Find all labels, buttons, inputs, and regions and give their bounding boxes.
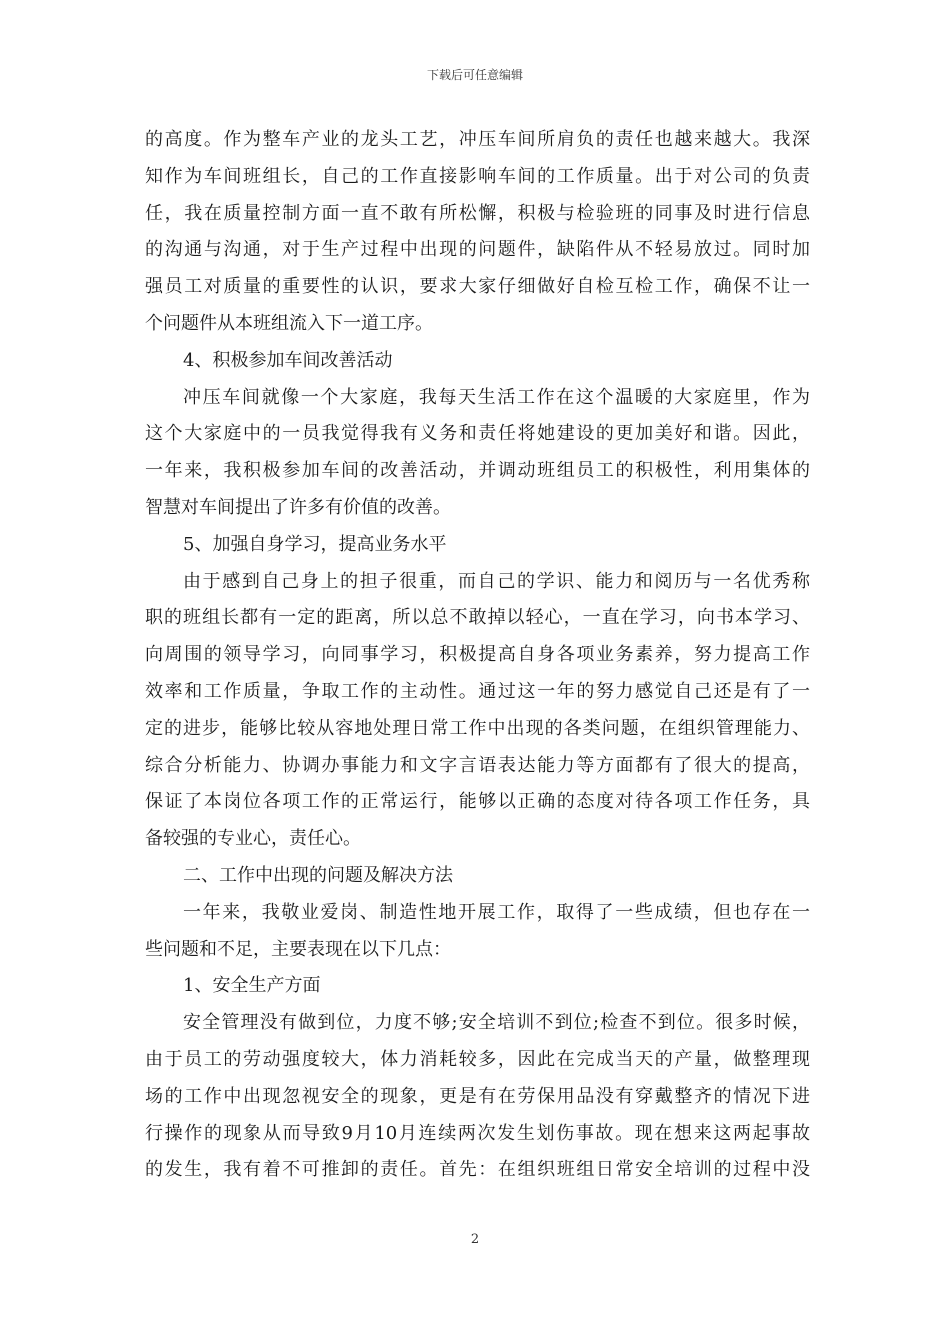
page-header: 下载后可任意编辑 xyxy=(426,68,523,82)
text-line: 一年来，我积极参加车间的改善活动，并调动班组员工的积极性，利用集体的 xyxy=(145,460,810,482)
text-line: 的高度。作为整车产业的龙头工艺，冲压车间所肩负的责任也越来越大。我深 xyxy=(145,129,810,150)
text-line: 智慧对车间提出了许多有价值的改善。 xyxy=(145,496,451,518)
text-line: 强员工对质量的重要性的认识，要求大家仔细做好自检互检工作，确保不让一 xyxy=(145,276,810,298)
text-line: 场的工作中出现忽视安全的现象，更是有在劳保用品没有穿戴整齐的情况下进 xyxy=(145,1085,810,1107)
page-number: 2 xyxy=(470,1232,480,1247)
text-line: 5、加强自身学习，提高业务水平 xyxy=(183,533,447,555)
text-line: 二、工作中出现的问题及解决方法 xyxy=(183,864,453,886)
text-line: 保证了本岗位各项工作的正常运行，能够以正确的态度对待各项工作任务，具 xyxy=(145,791,810,813)
text-line: 知作为车间班组长，自己的工作直接影响车间的工作质量。出于对公司的负责 xyxy=(145,165,810,187)
text-line: 的沟通与沟通，对于生产过程中出现的问题件，缺陷件从不轻易放过。同时加 xyxy=(145,239,810,261)
text-line: 由于员工的劳动强度较大，体力消耗较多，因此在完成当天的产量，做整理现 xyxy=(145,1048,810,1070)
text-line: 一年来，我敬业爱岗、制造性地开展工作，取得了一些成绩，但也存在一 xyxy=(183,901,810,923)
text-line: 综合分析能力、协调办事能力和文字言语表达能力等方面都有了很大的提高， xyxy=(145,754,810,776)
text-line: 些问题和不足，主要表现在以下几点： xyxy=(145,938,451,960)
document-body xyxy=(145,122,810,1189)
text-line: 定的进步，能够比较从容地处理日常工作中出现的各类问题，在组织管理能力、 xyxy=(145,717,810,739)
text-line: 向周围的领导学习，向同事学习，积极提高自身各项业务素养，努力提高工作 xyxy=(145,644,810,666)
text-line: 个问题件从本班组流入下一道工序。 xyxy=(145,312,433,334)
text-line: 备较强的专业心，责任心。 xyxy=(145,828,361,850)
text-line: 4、积极参加车间改善活动 xyxy=(183,349,393,371)
text-line: 1、安全生产方面 xyxy=(183,975,321,997)
text-line: 任，我在质量控制方面一直不敢有所松懈，积极与检验班的同事及时进行信息 xyxy=(145,202,810,224)
text-line: 冲压车间就像一个大家庭，我每天生活工作在这个温暖的大家庭里，作为 xyxy=(183,386,810,408)
text-line: 的发生，我有着不可推卸的责任。首先：在组织班组日常安全培训的过程中没 xyxy=(145,1159,810,1181)
text-line: 安全管理没有做到位，力度不够;安全培训不到位;检查不到位。很多时候， xyxy=(183,1012,810,1034)
text-line: 职的班组长都有一定的距离，所以总不敢掉以轻心，一直在学习，向书本学习、 xyxy=(145,607,810,629)
text-line: 效率和工作质量，争取工作的主动性。通过这一年的努力感觉自己还是有了一 xyxy=(145,680,810,702)
text-lines xyxy=(145,122,810,1189)
text-line: 这个大家庭中的一员我觉得我有义务和责任将她建设的更加美好和谐。因此， xyxy=(145,423,810,445)
text-line: 行操作的现象从而导致9月10月连续两次发生划伤事故。现在想来这两起事故 xyxy=(145,1122,810,1144)
text-line: 由于感到自己身上的担子很重，而自己的学识、能力和阅历与一名优秀称 xyxy=(183,570,810,592)
